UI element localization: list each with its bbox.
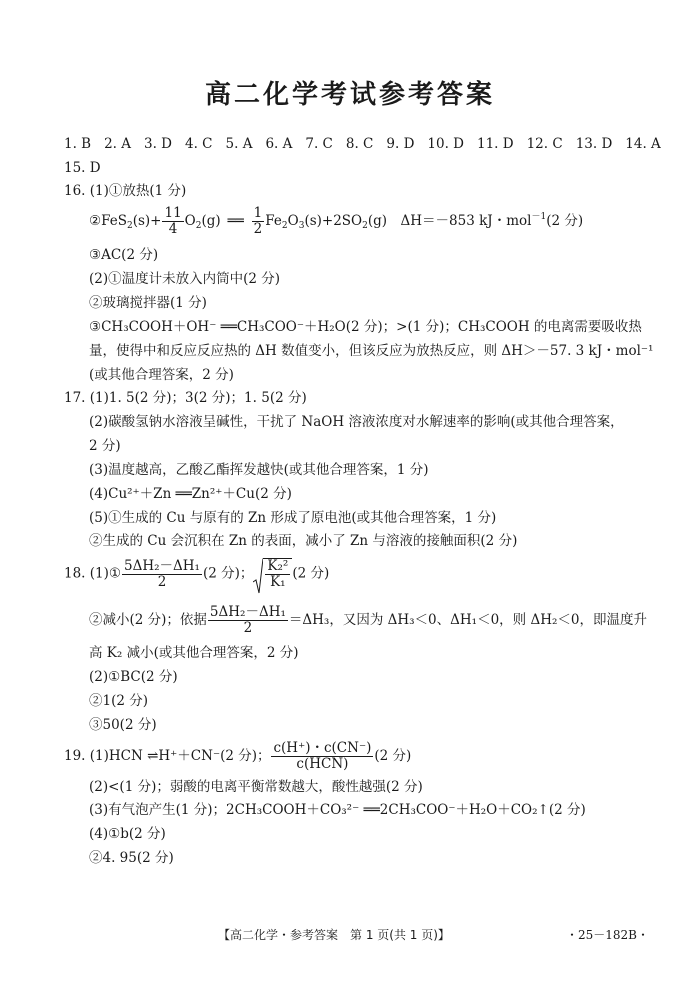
q18-line-3: 高 K₂ 减小(或其他合理答案，2 分)	[89, 645, 299, 661]
q17-line-5: (4)Cu²⁺＋Zn ══Zn²⁺＋Cu(2 分)	[89, 486, 292, 502]
mc-answer: 4. C	[185, 136, 213, 152]
q16-line-5: ②玻璃搅拌器(1 分)	[89, 295, 207, 311]
q19-line-5: ②4. 95(2 分)	[89, 850, 174, 866]
q17-line-1: 17. (1)1. 5(2 分)；3(2 分)；1. 5(2 分)	[64, 390, 307, 406]
q17-line-4: (3)温度越高，乙酸乙酯挥发越快(或其他合理答案，1 分)	[89, 462, 429, 478]
mc-answer: 2. A	[104, 136, 132, 152]
q17-line-6: (5)①生成的 Cu 与原有的 Zn 形成了原电池(或其他合理答案，1 分)	[89, 510, 497, 526]
q17-line-7: ②生成的 Cu 会沉积在 Zn 的表面，减小了 Zn 与溶液的接触面积(2 分)	[89, 533, 518, 549]
mc-answer: 11. D	[477, 136, 514, 152]
mc-answer: 10. D	[427, 136, 464, 152]
q18-line-2: ②减小(2 分)；依据 $\frac{\text{5ΔH₂－ΔH₁}}{2}$ ＝ΔH₃，又因为 ΔH₃＜0、ΔH₁＜0，则 ΔH₂＜0，即温度升	[89, 604, 647, 636]
mc-answer: 7. C	[305, 136, 333, 152]
mc-answer: 5. A	[225, 136, 253, 152]
page-title: 高二化学考试参考答案	[204, 80, 495, 110]
mc-answer: 14. A	[625, 136, 661, 152]
mc-answers-row-2: 15. D	[64, 160, 101, 176]
q16-line-1: 16. (1)①放热(1 分)	[64, 183, 187, 199]
q18-line-4: (2)①BC(2 分)	[89, 669, 178, 685]
q18-line-5: ②1(2 分)	[89, 693, 149, 709]
radical-sign-icon	[253, 558, 263, 594]
q19-line-3: (3)有气泡产生(1 分)；2CH₃COOH＋CO₃²⁻ ══2CH₃COO⁻＋H₂O＋CO₂↑(2 分)	[89, 802, 586, 818]
q18-line-6: ③50(2 分)	[89, 717, 157, 733]
q16-line-8: (或其他合理答案，2 分)	[89, 367, 234, 383]
q18-line-1: 18. (1)① $\frac{\text{5ΔH₂－ΔH₁}}{2}$ (2 分)； $\frac{\text{K₂²}}{\text{K₁}}$ (2 分)	[64, 558, 329, 590]
q17-line-2: (2)碳酸氢钠水溶液呈碱性，干扰了 NaOH 溶液浓度对水解速率的影响(或其他合理答案，	[89, 414, 624, 430]
q17-line-3: 2 分)	[89, 438, 121, 454]
fraction: $\frac{1}{2}$	[253, 205, 263, 237]
q16-line-6: ③CH₃COOH＋OH⁻ ══CH₃COO⁻＋H₂O(2 分)；>(1 分)；CH₃COOH 的电离需要吸收热	[89, 319, 642, 335]
document-code: ・25－182B・	[566, 928, 649, 942]
fraction: $\frac{\text{5ΔH₂－ΔH₁}}{2}$	[209, 604, 286, 636]
q19-line-2: (2)<(1 分)；弱酸的电离平衡常数越大，酸性越强(2 分)	[89, 779, 423, 795]
q19-line-4: (4)①b(2 分)	[89, 826, 166, 842]
q19-line-1: 19. (1)HCN ⇌H⁺＋CN⁻(2 分)； $\frac{c(H^+)・c(CN^-)}{\text{c(HCN)}}$ (2 分)	[64, 740, 412, 772]
mc-answer: 3. D	[144, 136, 173, 152]
fraction: $\frac{11}{4}$	[164, 205, 182, 237]
mc-answer: 1. B	[64, 136, 92, 152]
fraction: $\frac{\text{5ΔH₂－ΔH₁}}{2}$	[124, 557, 200, 590]
page-footer: 【高二化学・参考答案 第 1 页(共 1 页)】	[218, 928, 450, 942]
mc-answer: 8. C	[345, 136, 374, 152]
mc-answer: 9. D	[386, 136, 415, 152]
mc-answer: 6. A	[265, 136, 293, 152]
q16-equation: ②FeS$_2$(s)+ $\frac{11}{4}$ $O_2(g)$ ══ $\frac{1}{2}$ $Fe_2O_3(s)+2SO_2(g)$ ΔH＝－853 kJ・mol$^{-1}$(2 分)	[89, 205, 584, 237]
q16-line-7: 量，使得中和反应反应热的 ΔH 数值变小，但该反应为放热反应，则 ΔH＞－57. 3 kJ・mol⁻¹	[89, 343, 654, 359]
q16-line-3: ③AC(2 分)	[89, 247, 159, 263]
mc-answer: 13. D	[575, 136, 613, 152]
square-root: $\frac{\text{K₂²}}{\text{K₁}}$	[253, 558, 292, 590]
fraction: $\frac{c(H^+)・c(CN^-)}{\text{c(HCN)}}$	[273, 740, 372, 772]
mc-answers-row-1	[64, 135, 674, 153]
mc-answer: 12. C	[526, 136, 563, 152]
q16-line-4: (2)①温度计未放入内筒中(2 分)	[89, 271, 281, 287]
